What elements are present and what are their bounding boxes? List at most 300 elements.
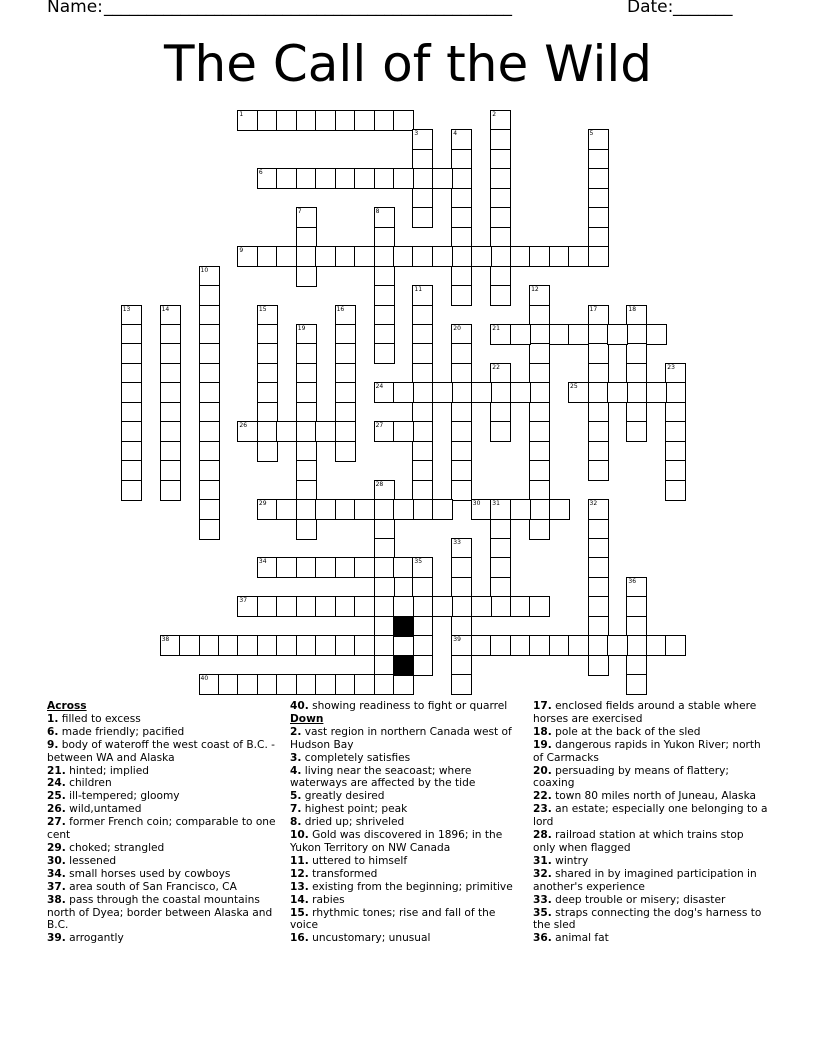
grid-cell[interactable] (490, 110, 511, 131)
grid-cell[interactable] (626, 674, 647, 695)
grid-cell[interactable] (490, 324, 511, 345)
grid-cell[interactable] (374, 110, 395, 131)
grid-cell[interactable] (335, 168, 356, 189)
grid-cell[interactable] (315, 246, 336, 267)
grid-cell[interactable] (588, 149, 609, 170)
grid-cell[interactable] (296, 596, 317, 617)
grid-cell[interactable] (568, 382, 589, 403)
grid-cell[interactable] (529, 421, 550, 442)
grid-cell[interactable] (588, 538, 609, 559)
grid-cell[interactable] (490, 421, 511, 442)
grid-cell[interactable] (529, 460, 550, 481)
grid-cell[interactable] (374, 207, 395, 228)
grid-cell[interactable] (199, 305, 220, 326)
name-field[interactable]: ________________________________________________ (104, 0, 512, 17)
grid-cell[interactable] (335, 596, 356, 617)
grid-cell[interactable] (510, 382, 531, 403)
grid-cell[interactable] (296, 480, 317, 501)
grid-cell[interactable] (490, 538, 511, 559)
grid-cell[interactable] (451, 635, 472, 656)
grid-cell[interactable] (451, 149, 472, 170)
grid-cell[interactable] (393, 557, 414, 578)
grid-cell[interactable] (374, 538, 395, 559)
grid-cell[interactable] (296, 460, 317, 481)
grid-cell[interactable] (296, 168, 317, 189)
grid-cell[interactable] (588, 557, 609, 578)
date-field[interactable]: _______ (673, 0, 733, 17)
grid-cell[interactable] (199, 285, 220, 306)
grid-cell[interactable] (276, 246, 297, 267)
grid-cell[interactable] (276, 635, 297, 656)
grid-cell[interactable] (335, 421, 356, 442)
grid-cell[interactable] (296, 363, 317, 384)
grid-cell[interactable] (257, 421, 278, 442)
grid-cell[interactable] (374, 635, 395, 656)
grid-cell[interactable] (626, 382, 647, 403)
grid-cell[interactable] (354, 499, 375, 520)
grid-cell[interactable] (451, 616, 472, 637)
grid-cell[interactable] (490, 207, 511, 228)
grid-cell[interactable] (160, 382, 181, 403)
grid-cell[interactable] (588, 519, 609, 540)
grid-cell[interactable] (237, 674, 258, 695)
grid-cell[interactable] (257, 499, 278, 520)
grid-cell[interactable] (374, 305, 395, 326)
grid-cell[interactable] (374, 227, 395, 248)
grid-cell[interactable] (296, 557, 317, 578)
grid-cell[interactable] (257, 596, 278, 617)
grid-cell[interactable] (393, 596, 414, 617)
grid-cell[interactable] (490, 149, 511, 170)
grid-cell[interactable] (626, 363, 647, 384)
grid-cell[interactable] (296, 382, 317, 403)
grid-cell[interactable] (296, 266, 317, 287)
grid-cell[interactable] (412, 285, 433, 306)
grid-cell[interactable] (665, 441, 686, 462)
grid-cell[interactable] (588, 207, 609, 228)
grid-cell[interactable] (412, 149, 433, 170)
grid-cell[interactable] (393, 110, 414, 131)
grid-cell[interactable] (315, 557, 336, 578)
grid-cell[interactable] (626, 324, 647, 345)
grid-cell[interactable] (412, 557, 433, 578)
grid-cell[interactable] (451, 460, 472, 481)
grid-cell[interactable] (160, 480, 181, 501)
grid-cell[interactable] (257, 674, 278, 695)
grid-cell[interactable] (490, 285, 511, 306)
grid-cell[interactable] (199, 324, 220, 345)
grid-cell[interactable] (276, 110, 297, 131)
grid-cell[interactable] (335, 343, 356, 364)
grid-cell[interactable] (296, 246, 317, 267)
grid-cell[interactable] (451, 266, 472, 287)
grid-cell[interactable] (510, 635, 531, 656)
grid-cell[interactable] (432, 499, 453, 520)
grid-cell[interactable] (257, 635, 278, 656)
grid-cell[interactable] (588, 441, 609, 462)
grid-cell[interactable] (315, 635, 336, 656)
grid-cell[interactable] (432, 382, 453, 403)
grid-cell[interactable] (374, 674, 395, 695)
grid-cell[interactable] (588, 343, 609, 364)
grid-cell[interactable] (490, 266, 511, 287)
grid-cell[interactable] (665, 635, 686, 656)
grid-cell[interactable] (646, 324, 667, 345)
grid-cell[interactable] (451, 343, 472, 364)
grid-cell[interactable] (374, 616, 395, 637)
grid-cell[interactable] (471, 635, 492, 656)
grid-cell[interactable] (412, 246, 433, 267)
grid-cell[interactable] (237, 110, 258, 131)
grid-cell[interactable] (588, 616, 609, 637)
grid-cell[interactable] (588, 635, 609, 656)
grid-cell[interactable] (374, 382, 395, 403)
grid-cell[interactable] (665, 480, 686, 501)
grid-cell[interactable] (257, 246, 278, 267)
grid-cell[interactable] (393, 246, 414, 267)
grid-cell[interactable] (529, 480, 550, 501)
grid-cell[interactable] (374, 499, 395, 520)
grid-cell[interactable] (199, 499, 220, 520)
grid-cell[interactable] (626, 343, 647, 364)
grid-cell[interactable] (412, 324, 433, 345)
grid-cell[interactable] (665, 421, 686, 442)
grid-cell[interactable] (626, 616, 647, 637)
grid-cell[interactable] (490, 382, 511, 403)
grid-cell[interactable] (393, 382, 414, 403)
grid-cell[interactable] (354, 635, 375, 656)
grid-cell[interactable] (412, 480, 433, 501)
grid-cell[interactable] (412, 635, 433, 656)
grid-cell[interactable] (315, 596, 336, 617)
grid-cell[interactable] (257, 382, 278, 403)
grid-cell[interactable] (451, 129, 472, 150)
grid-cell[interactable] (451, 382, 472, 403)
grid-cell[interactable] (432, 246, 453, 267)
grid-cell[interactable] (121, 460, 142, 481)
grid-cell[interactable] (374, 655, 395, 676)
grid-cell[interactable] (335, 382, 356, 403)
grid-cell[interactable] (588, 655, 609, 676)
grid-cell[interactable] (296, 343, 317, 364)
grid-cell[interactable] (412, 421, 433, 442)
grid-cell[interactable] (374, 266, 395, 287)
grid-cell[interactable] (354, 110, 375, 131)
grid-cell[interactable] (451, 324, 472, 345)
grid-cell[interactable] (412, 168, 433, 189)
grid-cell[interactable] (568, 635, 589, 656)
grid-cell[interactable] (432, 596, 453, 617)
grid-cell[interactable] (471, 499, 492, 520)
grid-cell[interactable] (296, 402, 317, 423)
grid-cell[interactable] (588, 227, 609, 248)
grid-cell[interactable] (451, 207, 472, 228)
grid-cell[interactable] (451, 577, 472, 598)
grid-cell[interactable] (412, 616, 433, 637)
grid-cell[interactable] (199, 363, 220, 384)
grid-cell[interactable] (121, 343, 142, 364)
grid-cell[interactable] (665, 402, 686, 423)
grid-cell[interactable] (490, 596, 511, 617)
grid-cell[interactable] (354, 674, 375, 695)
grid-cell[interactable] (490, 168, 511, 189)
grid-cell[interactable] (588, 577, 609, 598)
grid-cell[interactable] (529, 246, 550, 267)
grid-cell[interactable] (315, 110, 336, 131)
grid-cell[interactable] (335, 246, 356, 267)
grid-cell[interactable] (451, 674, 472, 695)
grid-cell[interactable] (160, 460, 181, 481)
grid-cell[interactable] (374, 557, 395, 578)
grid-cell[interactable] (451, 441, 472, 462)
grid-cell[interactable] (412, 188, 433, 209)
grid-cell[interactable] (315, 674, 336, 695)
grid-cell[interactable] (412, 382, 433, 403)
grid-cell[interactable] (588, 305, 609, 326)
grid-cell[interactable] (160, 421, 181, 442)
grid-cell[interactable] (451, 188, 472, 209)
grid-cell[interactable] (374, 324, 395, 345)
grid-cell[interactable] (393, 635, 414, 656)
grid-cell[interactable] (354, 596, 375, 617)
grid-cell[interactable] (451, 538, 472, 559)
grid-cell[interactable] (451, 655, 472, 676)
grid-cell[interactable] (199, 266, 220, 287)
grid-cell[interactable] (257, 324, 278, 345)
grid-cell[interactable] (335, 363, 356, 384)
grid-cell[interactable] (529, 324, 550, 345)
grid-cell[interactable] (335, 305, 356, 326)
grid-cell[interactable] (121, 421, 142, 442)
grid-cell[interactable] (588, 421, 609, 442)
grid-cell[interactable] (529, 402, 550, 423)
grid-cell[interactable] (607, 382, 628, 403)
grid-cell[interactable] (510, 596, 531, 617)
grid-cell[interactable] (296, 441, 317, 462)
grid-cell[interactable] (199, 460, 220, 481)
grid-cell[interactable] (588, 168, 609, 189)
grid-cell[interactable] (121, 382, 142, 403)
grid-cell[interactable] (335, 110, 356, 131)
grid-cell[interactable] (374, 343, 395, 364)
grid-cell[interactable] (199, 674, 220, 695)
grid-cell[interactable] (665, 363, 686, 384)
grid-cell[interactable] (588, 363, 609, 384)
grid-cell[interactable] (529, 285, 550, 306)
grid-cell[interactable] (412, 441, 433, 462)
grid-cell[interactable] (199, 402, 220, 423)
grid-cell[interactable] (588, 382, 609, 403)
grid-cell[interactable] (490, 499, 511, 520)
grid-cell[interactable] (374, 596, 395, 617)
grid-cell[interactable] (296, 519, 317, 540)
grid-cell[interactable] (568, 324, 589, 345)
grid-cell[interactable] (374, 519, 395, 540)
grid-cell[interactable] (199, 519, 220, 540)
grid-cell[interactable] (607, 635, 628, 656)
grid-cell[interactable] (296, 635, 317, 656)
grid-cell[interactable] (588, 246, 609, 267)
grid-cell[interactable] (549, 324, 570, 345)
grid-cell[interactable] (121, 480, 142, 501)
grid-cell[interactable] (529, 441, 550, 462)
grid-cell[interactable] (412, 596, 433, 617)
grid-cell[interactable] (529, 305, 550, 326)
grid-cell[interactable] (257, 402, 278, 423)
grid-cell[interactable] (510, 324, 531, 345)
grid-cell[interactable] (160, 402, 181, 423)
grid-cell[interactable] (257, 110, 278, 131)
grid-cell[interactable] (490, 635, 511, 656)
grid-cell[interactable] (665, 382, 686, 403)
grid-cell[interactable] (549, 246, 570, 267)
grid-cell[interactable] (626, 635, 647, 656)
grid-cell[interactable] (160, 635, 181, 656)
grid-cell[interactable] (121, 402, 142, 423)
grid-cell[interactable] (199, 635, 220, 656)
grid-cell[interactable] (568, 246, 589, 267)
grid-cell[interactable] (451, 363, 472, 384)
grid-cell[interactable] (588, 129, 609, 150)
grid-cell[interactable] (257, 168, 278, 189)
grid-cell[interactable] (354, 168, 375, 189)
grid-cell[interactable] (315, 499, 336, 520)
grid-cell[interactable] (199, 441, 220, 462)
grid-cell[interactable] (626, 655, 647, 676)
grid-cell[interactable] (490, 129, 511, 150)
grid-cell[interactable] (296, 499, 317, 520)
grid-cell[interactable] (490, 577, 511, 598)
grid-cell[interactable] (451, 402, 472, 423)
grid-cell[interactable] (529, 499, 550, 520)
grid-cell[interactable] (335, 499, 356, 520)
grid-cell[interactable] (393, 168, 414, 189)
grid-cell[interactable] (121, 324, 142, 345)
grid-cell[interactable] (276, 557, 297, 578)
grid-cell[interactable] (276, 596, 297, 617)
grid-cell[interactable] (160, 343, 181, 364)
grid-cell[interactable] (490, 557, 511, 578)
grid-cell[interactable] (374, 168, 395, 189)
grid-cell[interactable] (160, 324, 181, 345)
grid-cell[interactable] (199, 480, 220, 501)
grid-cell[interactable] (451, 480, 472, 501)
grid-cell[interactable] (412, 363, 433, 384)
grid-cell[interactable] (588, 188, 609, 209)
grid-cell[interactable] (237, 635, 258, 656)
grid-cell[interactable] (315, 421, 336, 442)
grid-cell[interactable] (451, 285, 472, 306)
grid-cell[interactable] (335, 674, 356, 695)
grid-cell[interactable] (490, 402, 511, 423)
grid-cell[interactable] (588, 596, 609, 617)
grid-cell[interactable] (412, 343, 433, 364)
grid-cell[interactable] (296, 207, 317, 228)
grid-cell[interactable] (549, 635, 570, 656)
grid-cell[interactable] (412, 460, 433, 481)
grid-cell[interactable] (510, 499, 531, 520)
grid-cell[interactable] (412, 305, 433, 326)
grid-cell[interactable] (665, 460, 686, 481)
grid-cell[interactable] (374, 577, 395, 598)
grid-cell[interactable] (626, 577, 647, 598)
grid-cell[interactable] (296, 227, 317, 248)
grid-cell[interactable] (626, 402, 647, 423)
grid-cell[interactable] (451, 557, 472, 578)
grid-cell[interactable] (451, 246, 472, 267)
grid-cell[interactable] (218, 635, 239, 656)
grid-cell[interactable] (354, 557, 375, 578)
grid-cell[interactable] (121, 441, 142, 462)
grid-cell[interactable] (121, 363, 142, 384)
grid-cell[interactable] (296, 324, 317, 345)
grid-cell[interactable] (335, 557, 356, 578)
grid-cell[interactable] (412, 207, 433, 228)
grid-cell[interactable] (490, 227, 511, 248)
grid-cell[interactable] (374, 285, 395, 306)
grid-cell[interactable] (529, 596, 550, 617)
grid-cell[interactable] (393, 499, 414, 520)
grid-cell[interactable] (451, 168, 472, 189)
grid-cell[interactable] (510, 246, 531, 267)
grid-cell[interactable] (374, 246, 395, 267)
grid-cell[interactable] (160, 363, 181, 384)
grid-cell[interactable] (646, 635, 667, 656)
grid-cell[interactable] (335, 324, 356, 345)
grid-cell[interactable] (218, 674, 239, 695)
grid-cell[interactable] (296, 421, 317, 442)
grid-cell[interactable] (471, 246, 492, 267)
grid-cell[interactable] (335, 402, 356, 423)
grid-cell[interactable] (471, 382, 492, 403)
grid-cell[interactable] (354, 246, 375, 267)
grid-cell[interactable] (646, 382, 667, 403)
grid-cell[interactable] (179, 635, 200, 656)
grid-cell[interactable] (335, 441, 356, 462)
grid-cell[interactable] (296, 110, 317, 131)
grid-cell[interactable] (451, 596, 472, 617)
grid-cell[interactable] (374, 480, 395, 501)
grid-cell[interactable] (412, 129, 433, 150)
grid-cell[interactable] (257, 305, 278, 326)
grid-cell[interactable] (529, 343, 550, 364)
grid-cell[interactable] (199, 421, 220, 442)
grid-cell[interactable] (588, 324, 609, 345)
grid-cell[interactable] (490, 188, 511, 209)
grid-cell[interactable] (237, 421, 258, 442)
grid-cell[interactable] (199, 343, 220, 364)
grid-cell[interactable] (490, 363, 511, 384)
grid-cell[interactable] (276, 499, 297, 520)
grid-cell[interactable] (237, 596, 258, 617)
grid-cell[interactable] (160, 441, 181, 462)
grid-cell[interactable] (588, 499, 609, 520)
grid-cell[interactable] (451, 421, 472, 442)
grid-cell[interactable] (276, 674, 297, 695)
grid-cell[interactable] (160, 305, 181, 326)
grid-cell[interactable] (529, 635, 550, 656)
grid-cell[interactable] (471, 596, 492, 617)
grid-cell[interactable] (529, 363, 550, 384)
grid-cell[interactable] (490, 519, 511, 540)
grid-cell[interactable] (276, 168, 297, 189)
grid-cell[interactable] (607, 324, 628, 345)
grid-cell[interactable] (451, 227, 472, 248)
grid-cell[interactable] (626, 305, 647, 326)
grid-cell[interactable] (374, 421, 395, 442)
grid-cell[interactable] (257, 557, 278, 578)
grid-cell[interactable] (588, 460, 609, 481)
